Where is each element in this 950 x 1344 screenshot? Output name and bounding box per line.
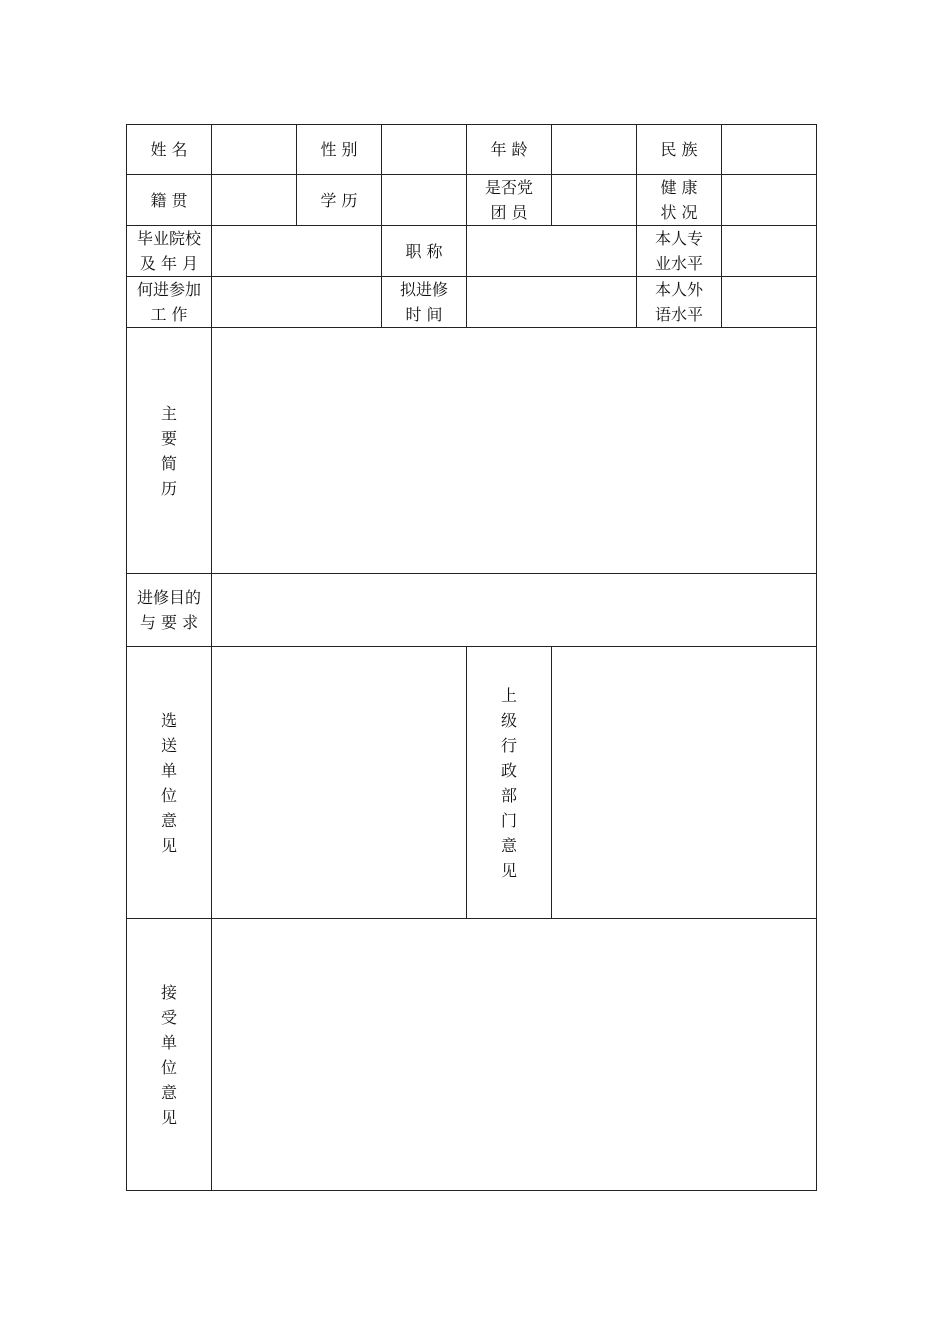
receiving-unit-opinion-field[interactable]: [212, 919, 817, 1191]
superior-dept-opinion-label: [467, 647, 552, 919]
professional-level-label: [637, 226, 722, 277]
party-member-label-text: 是否党 团 员: [484, 178, 533, 222]
gender-label-text: 性 别: [320, 140, 358, 159]
foreign-language-label-text: 本人外 语水平: [654, 280, 703, 324]
education-label: [297, 175, 382, 226]
sending-unit-opinion-field[interactable]: [212, 647, 467, 919]
native-place-field[interactable]: [212, 175, 297, 226]
study-time-label-text: 拟进修 时 间: [399, 280, 448, 324]
health-label: [637, 175, 722, 226]
resume-field[interactable]: [212, 328, 817, 574]
ethnicity-field[interactable]: [722, 125, 817, 175]
name-label: [127, 125, 212, 175]
resume-label: [127, 328, 212, 574]
title-label-text: 职 称: [405, 241, 443, 261]
sending-unit-opinion-label: [127, 647, 212, 919]
graduated-school-label: [127, 226, 212, 277]
resume-label-text: 主 要 简 历: [160, 403, 177, 498]
native-place-label-text: 籍 贯: [150, 190, 188, 210]
title-field[interactable]: [467, 226, 637, 277]
work-start-label: [127, 277, 212, 328]
superior-dept-opinion-label-text: 上 级 行 政 部 门 意 见: [500, 685, 517, 880]
education-label-text: 学 历: [320, 190, 358, 210]
work-start-label-text: 何进参加 工 作: [136, 280, 201, 324]
party-member-field[interactable]: [552, 175, 637, 226]
foreign-language-label: [637, 277, 722, 328]
ethnicity-label-text: 民 族: [660, 140, 698, 159]
purpose-field[interactable]: [212, 574, 817, 647]
age-label-text: 年 龄: [490, 140, 528, 159]
title-label: [382, 226, 467, 277]
native-place-label: [127, 175, 212, 226]
purpose-label: [127, 574, 212, 647]
health-field[interactable]: [722, 175, 817, 226]
professional-level-field[interactable]: [722, 226, 817, 277]
receiving-unit-opinion-label: [127, 919, 212, 1191]
graduated-school-field[interactable]: [212, 226, 382, 277]
gender-field[interactable]: [382, 125, 467, 175]
receiving-unit-opinion-label-text: 接 受 单 位 意 见: [160, 982, 177, 1127]
purpose-label-text: 进修目的 与 要 求: [136, 588, 201, 632]
age-field[interactable]: [552, 125, 637, 175]
name-label-text: 姓 名: [150, 140, 188, 159]
foreign-language-field[interactable]: [722, 277, 817, 328]
superior-dept-opinion-field[interactable]: [552, 647, 817, 919]
sending-unit-opinion-label-text: 选 送 单 位 意 见: [160, 710, 177, 855]
training-application-form: [126, 124, 817, 1191]
education-field[interactable]: [382, 175, 467, 226]
study-time-label: [382, 277, 467, 328]
gender-label: [297, 125, 382, 175]
name-field[interactable]: [212, 125, 297, 175]
graduated-school-label-text: 毕业院校 及 年 月: [136, 229, 201, 273]
age-label: [467, 125, 552, 175]
party-member-label: [467, 175, 552, 226]
health-label-text: 健 康 状 况: [660, 178, 698, 222]
study-time-field[interactable]: [467, 277, 637, 328]
work-start-field[interactable]: [212, 277, 382, 328]
professional-level-label-text: 本人专 业水平: [654, 229, 703, 273]
ethnicity-label: [637, 125, 722, 175]
